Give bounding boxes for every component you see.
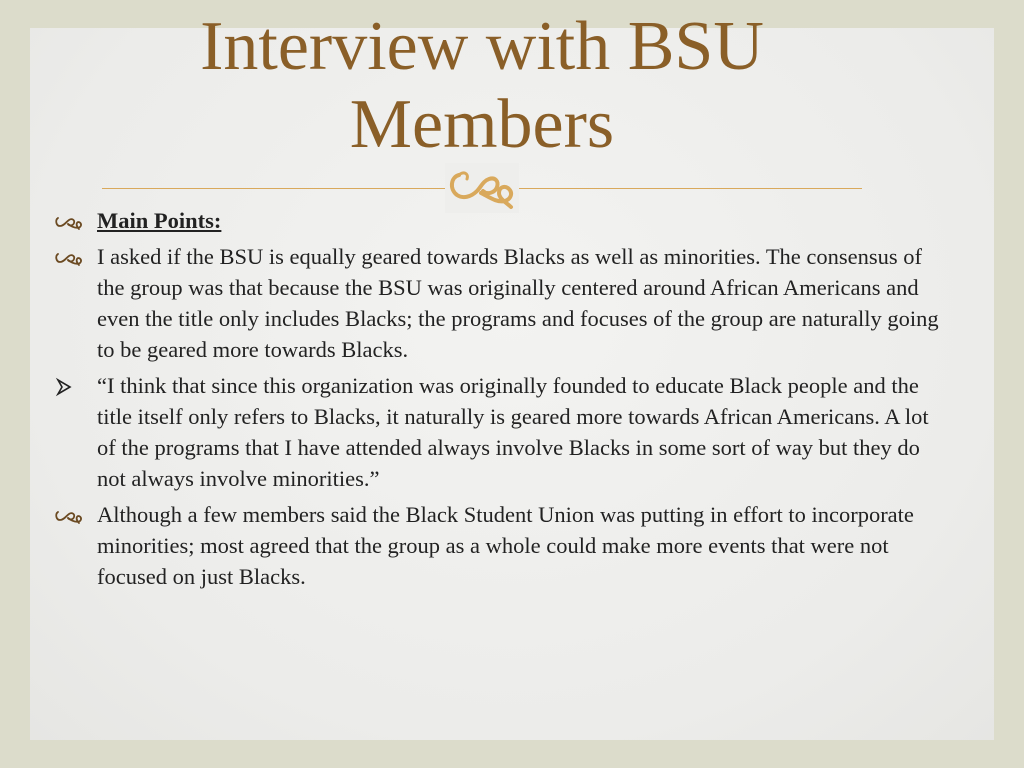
list-item xyxy=(52,205,952,236)
list-item xyxy=(52,370,952,494)
bullet-text: I asked if the BSU is equally geared towards Blacks as well as minorities. The consensus of the group was that because the BSU was originally centered around African Americans and even the title only includes Blacks; the programs and focuses of the group are naturally going to be geared more towards Blacks. xyxy=(97,244,939,362)
scroll-bullet-icon xyxy=(54,248,84,268)
main-points-heading: Main Points: xyxy=(97,208,222,233)
quote-text: “I think that since this organization was originally founded to educate Black people and the title itself only refers to Blacks, it naturally is geared more towards African Americans. A lot of the programs that I have attended always involve Blacks in some sort of way but they do not always involve minorities.” xyxy=(97,373,929,491)
arrow-bullet-icon xyxy=(54,377,84,397)
bullet-list xyxy=(52,205,952,597)
title-line-2: Members xyxy=(349,86,615,163)
title-line-1: Interview with BSU xyxy=(200,8,764,85)
slide-title xyxy=(0,8,994,164)
bullet-text: Although a few members said the Black Student Union was putting in effort to incorporate minorities; most agreed that the group as a whole could make more events that were not focused on just Blacks. xyxy=(97,502,914,589)
scroll-bullet-icon xyxy=(54,506,84,526)
list-item xyxy=(52,241,952,365)
list-item xyxy=(52,499,952,592)
scroll-bullet-icon xyxy=(54,212,84,232)
